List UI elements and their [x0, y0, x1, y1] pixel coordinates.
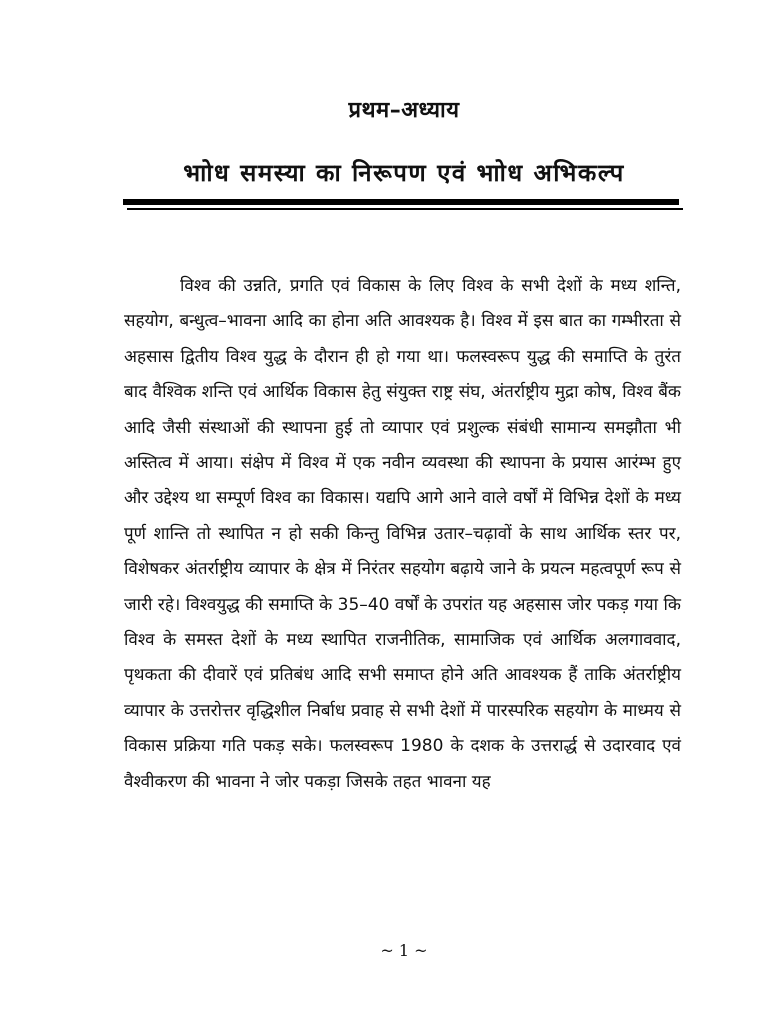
title-underline-thin	[127, 208, 683, 210]
chapter-title: भाोध समस्या का निरूपण एवं भाोध अभिकल्प	[183, 159, 625, 187]
title-underline-thick	[123, 199, 679, 205]
page-number: ~ 1 ~	[380, 941, 428, 960]
chapter-label: प्रथम–अध्याय	[348, 98, 460, 123]
body-paragraph: विश्व की उन्नति, प्रगति एवं विकास के लिए विश्व के सभी देशों के मध्य शन्ति, सहयोग, बन्धुत्व–भावना आदि का होना अति आवश्यक है। विश्व में इस बात का गम्भीरता से अहसास द्वितीय विश्व युद्ध के दौरान ही हो गया था। फलस्वरूप युद्ध की समाप्ति के तुरंत बाद वैश्विक शन्ति एवं आर्थिक विकास हेतु संयुक्त राष्ट्र संघ, अंतर्राष्ट्रीय मुद्रा कोष, विश्व बैंक आदि जैसी संस्थाओं की स्थापना हुई तो व्यापार एवं प्रशुल्क संबंधी सामान्य समझौता भी अस्तित्व में आया। संक्षेप में विश्व में एक नवीन व्यवस्था की स्थापना के प्रयास आरंम्भ हुए और उद्देश्य था सम्पूर्ण विश्व का विकास। यद्यपि आगे आने वाले वर्षों में विभिन्न देशों के मध्य पूर्ण शान्ति तो स्थापित न हो सकी किन्तु विभिन्न उतार–चढ़ावों के साथ आर्थिक स्तर पर, विशेषकर अंतर्राष्ट्रीय व्यापार के क्षेत्र में निरंतर सहयोग बढ़ाये जाने के प्रयत्न महत्वपूर्ण रूप से जारी रहे। विश्वयुद्ध की समाप्ति के 35–40 वर्षों के उपरांत यह अहसास जोर पकड़ गया कि विश्व के समस्त देशों के मध्य स्थापित राजनीतिक, सामाजिक एवं आर्थिक अलगाववाद, पृथकता की दीवारें एवं प्रतिबंध आदि सभी समाप्त होने अति आवश्यक हैं ताकि अंतर्राष्ट्रीय व्यापार के उत्तरोत्तर वृद्धिशील निर्बाध प्रवाह से सभी देशों में पारस्परिक सहयोग के माध्मय से विकास प्रक्रिया गति पकड़ सके। फलस्वरूप 1980 के दशक के उत्तरार्द्ध से उदारवाद एवं वैश्वीकरण की भावना ने जोर पकड़ा जिसके तहत भावना यह	[124, 276, 681, 792]
